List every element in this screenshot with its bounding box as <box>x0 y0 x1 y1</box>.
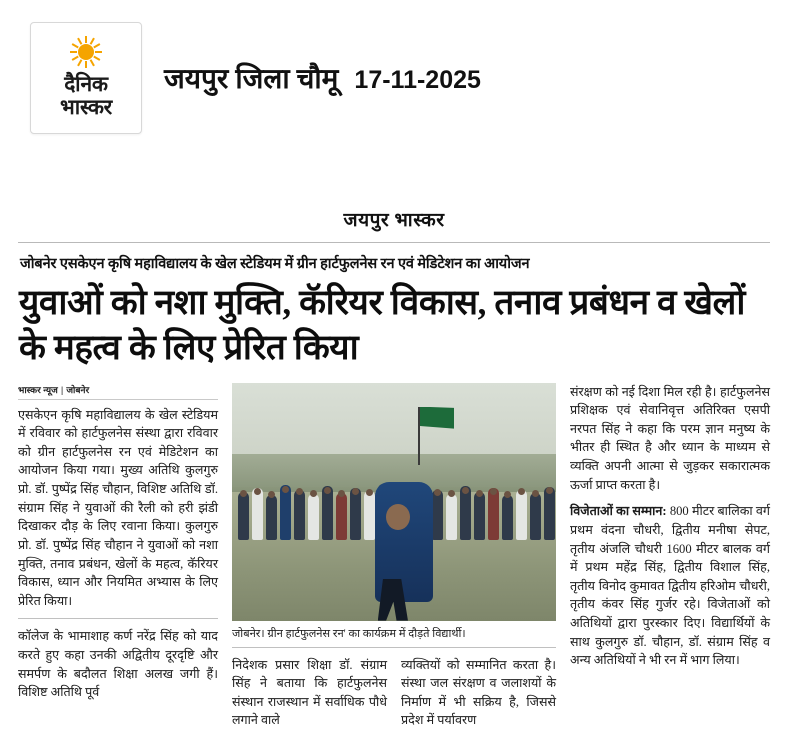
column-middle-b <box>401 656 556 739</box>
logo-text-line1: दैनिक <box>64 71 108 96</box>
article-kicker: जोबनेर एसकेएन कृषि महाविद्यालय के खेल स्टेडियम में ग्रीन हार्टफुलनेस रन एवं मेडिटेशन का आयोजन <box>20 256 530 272</box>
column-right <box>570 383 770 739</box>
green-hartfulness-run-photo <box>232 383 556 621</box>
article-headline: युवाओं को नशा मुक्ति, कॅरियर विकास, तनाव प्रबंधन व खेलों के महत्व के लिए प्रेरित किया <box>19 283 746 367</box>
column-divider <box>18 618 218 619</box>
logo-text-line2: भास्कर <box>60 94 112 119</box>
paragraph-col3-1: संरक्षण को नई दिशा मिल रही है। हार्टफुलनेस प्रशिक्षक एवं सेवानिवृत्त अतिरिक्त एसपी नरपत सिंह ने कहा कि परम ज्ञान मनुष्य के भीतर ही स्थित है और ध्यान के माध्यम से व्यक्ति अपनी आत्मा से जुड़कर सकारात्मक ऊर्जा प्राप्त करता है। <box>570 384 770 492</box>
flag-icon <box>420 407 454 429</box>
paragraph-col3-2 <box>570 502 770 670</box>
column-middle <box>232 383 556 739</box>
newspaper-logo[interactable] <box>30 22 142 134</box>
paragraph-col1-1: एसकेएन कृषि महाविद्यालय के खेल स्टेडियम में रविवार को हार्टफुलनेस संस्था द्वारा रविवार को ग्रीन हार्टफुलनेस रन एवं मेडिटेशन का आयोजन किया गया। मुख्य अतिथि कुलगुरु प्रो. डॉ. पुष्पेंद्र सिंह चौहान, विशिष्ट अतिथि डॉ. संग्राम सिंह ने युवाओं की रैली को हरी झंडी दिखाकर दौड़ के लिए रवाना किया। कुलगुरु प्रो. डॉ. पुष्पेंद्र सिंह चौहान ने युवाओं को नशा मुक्ति, तनाव प्रबंधन, खेलों के महत्व, कॅरियर विकास, ध्यान और नियमित अभ्यास के लिए प्रेरित किया। <box>18 407 218 608</box>
paragraph-col2-1: निदेशक प्रसार शिक्षा डॉ. संग्राम सिंह ने बताया कि हार्टफुलनेस संस्थान राजस्थान में सर्वाधिक पौधे लगाने वाले <box>232 657 387 728</box>
sun-icon <box>71 37 101 67</box>
section-title: जयपुर भास्कर <box>343 210 445 231</box>
byline-source: भास्कर न्यूज <box>18 384 58 395</box>
paragraph-col2-2: व्यक्तियों को सम्मानित करता है। संस्था जल संरक्षण व जलाशयों के निर्माण में भी सक्रिय है, जिससे प्रदेश में पर्यावरण <box>401 657 556 728</box>
page-content <box>0 206 788 738</box>
masthead <box>0 0 788 144</box>
column-middle-a <box>232 656 387 739</box>
edition-name: जयपुर जिला चौमू <box>164 64 339 95</box>
photo-caption: जोबनेर। ग्रीन हार्टफुलनेस रन' का कार्यक्रम में दौड़ते विद्यार्थी। <box>232 621 556 648</box>
paragraph-col1-2: कॉलेज के भामाशाह कर्ण नरेंद्र सिंह को याद करते हुए कहा उनकी अद्वितीय दूरदृष्टि और समर्पण के बदौलत शिक्षा अलख जगी हैं। विशिष्ट अतिथि पूर्व <box>18 629 218 700</box>
winners-lead-in: विजेताओं का सम्मान: <box>570 504 667 519</box>
article-columns <box>18 383 770 739</box>
byline-place: जोबनेर <box>66 384 90 395</box>
publication-date: 17-11-2025 <box>354 66 481 94</box>
column-left <box>18 383 218 739</box>
section-divider <box>18 242 770 243</box>
middle-subcolumns <box>232 656 556 739</box>
byline: भास्कर न्यूज | जोबनेर <box>18 383 218 400</box>
winners-text: 800 मीटर बालिका वर्ग प्रथम वंदना चौधरी, द्वितीय मनीषा सेपट, तृतीय अंजलि चौधरी 1600 मीटर बालक वर्ग में प्रथम महेंद्र सिंह, द्वितीय विशाल सिंह, तृतीय विनोद कुमावत द्वितीय हरिओम चौधरी, तृतीय कंवर सिंह गुर्जर रहे। विजेताओं को अतिथियों द्वारा पुरस्कार दिए। विद्यार्थियों के साथ कुलगुरु डॉ. चौहान, डॉ. संग्राम सिंह व अन्य अतिथियों ने भी रन में भाग लिया। <box>570 504 771 668</box>
edition-header <box>164 59 481 97</box>
